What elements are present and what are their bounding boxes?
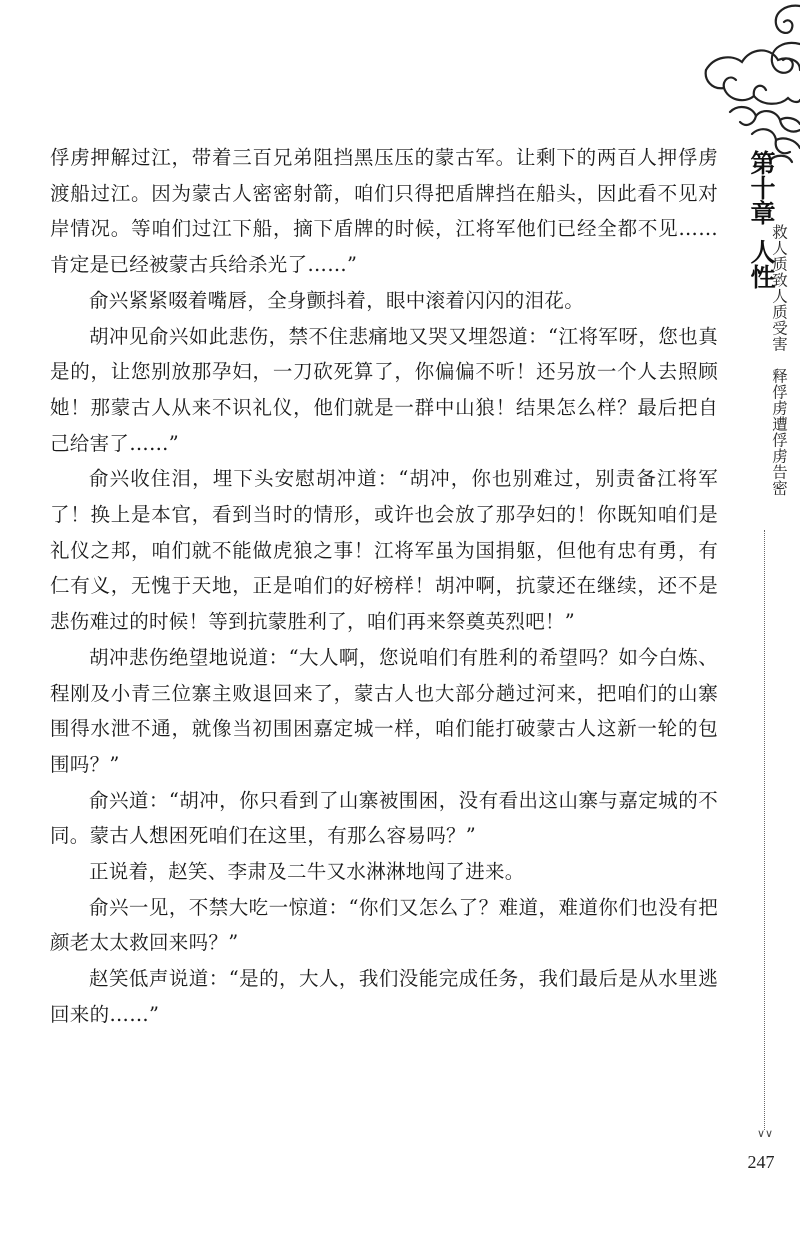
paragraph-2: 俞兴紧紧啜着嘴唇，全身颤抖着，眼中滚着闪闪的泪花。 <box>89 288 585 312</box>
dotted-divider <box>764 530 765 1130</box>
paragraph-6: 俞兴道：“胡冲，你只看到了山寨被围困，没有看出这山寨与嘉定城的不同。蒙古人想困死咱们在这里，有那么容易吗？” <box>50 788 718 848</box>
page-number: 247 <box>747 1152 775 1172</box>
chapter-subtitle: 救人质致人质受害 释俘虏遭俘虏告密 <box>770 224 788 496</box>
chapter-name: 人性 <box>747 239 776 289</box>
running-head <box>730 150 800 1150</box>
body-text <box>50 140 718 1033</box>
paragraph-8: 俞兴一见，不禁大吃一惊道：“你们又怎么了？难道，难道你们也没有把颜老太太救回来吗？” <box>50 895 718 955</box>
paragraph-3: 胡冲见俞兴如此悲伤，禁不住悲痛地又哭又埋怨道：“江将军呀，您也真是的，让您别放那孕妇，一刀砍死算了，你偏偏不听！还另放一个人去照顾她！那蒙古人从来不识礼仪，他们就是一群中山狼！结果怎么样？最后把自己给害了……” <box>50 324 718 455</box>
page-marker-icon: ∨∨ <box>757 1127 774 1140</box>
paragraph-5: 胡冲悲伤绝望地说道：“大人啊，您说咱们有胜利的希望吗？如今白炼、程刚及小青三位寨主败退回来了，蒙古人也大部分趟过河来，把咱们的山寨围得水泄不通，就像当初围困嘉定城一样，咱们能打破蒙古人这新一轮的包围吗？” <box>50 645 718 776</box>
paragraph-9: 赵笑低声说道：“是的，大人，我们没能完成任务，我们最后是从水里逃回来的……” <box>50 967 718 1026</box>
chapter-number: 第十章 <box>747 150 776 225</box>
paragraph-4: 俞兴收住泪，埋下头安慰胡冲道：“胡冲，你也别难过，别责备江将军了！换上是本官，看到当时的情形，或许也会放了那孕妇的！你既知咱们是礼仪之邦，咱们就不能做虎狼之事！江将军虽为国捐躯，但他有忠有勇，有仁有义，无愧于天地，正是咱们的好榜样！胡冲啊，抗蒙还在继续，还不是悲伤难过的时候！等到抗蒙胜利了，咱们再来祭奠英烈吧！” <box>50 467 718 634</box>
paragraph-7: 正说着，赵笑、李肃及二牛又水淋淋地闯了进来。 <box>89 860 525 884</box>
paragraph-1: 俘虏押解过江，带着三百兄弟阻挡黑压压的蒙古军。让剩下的两百人押俘虏渡船过江。因为蒙古人密密射箭，咱们只得把盾牌挡在船头，因此看不见对岸情况。等咱们过江下船，摘下盾牌的时候，江将军他们已经全都不见……肯定是已经被蒙古兵给杀光了……” <box>50 146 718 277</box>
